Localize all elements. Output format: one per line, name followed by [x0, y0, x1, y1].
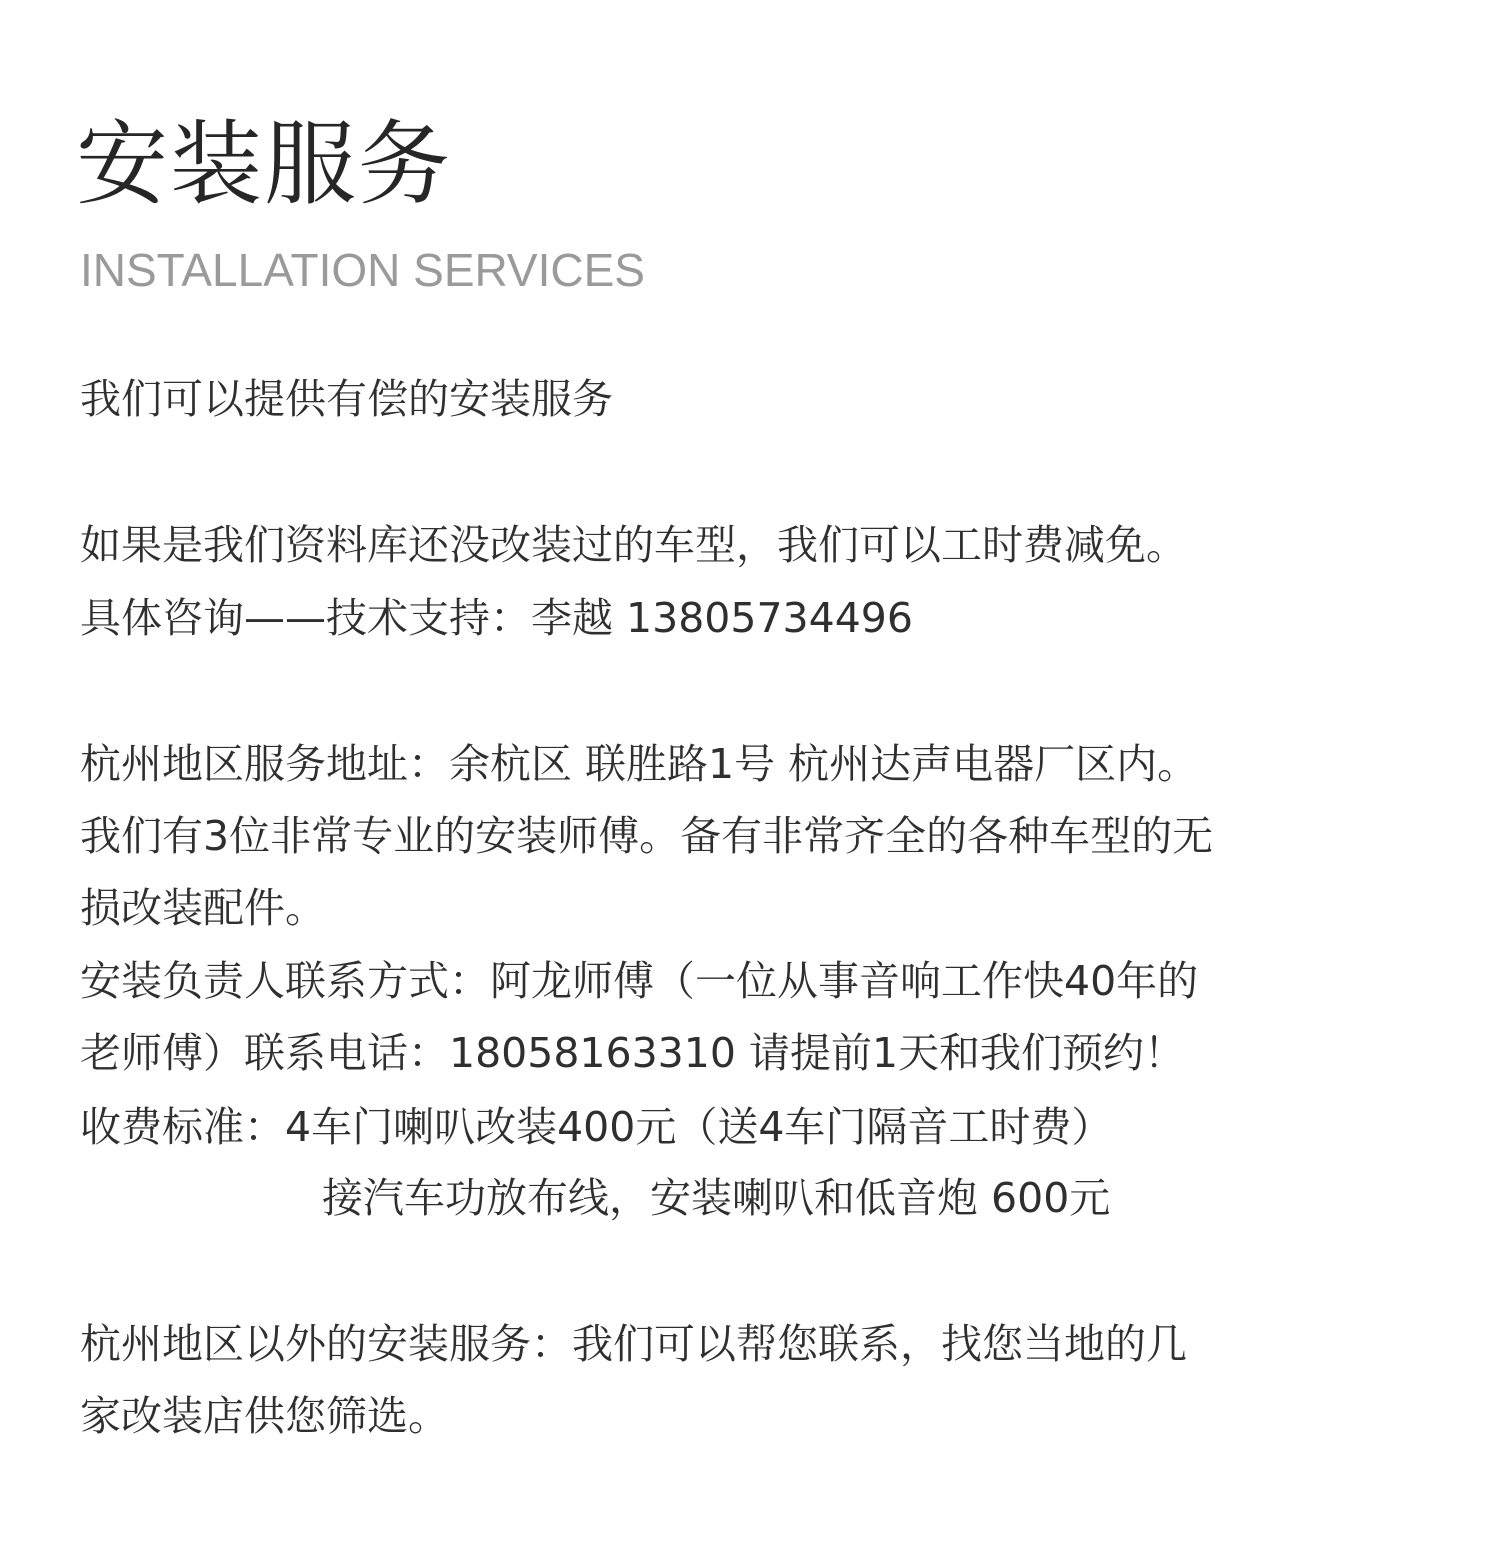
installation-contact-line-2: 老师傅）联系电话：18058163310 请提前1天和我们预约！ [80, 1029, 1186, 1077]
outside-hangzhou-line-1: 杭州地区以外的安装服务：我们可以帮您联系，找您当地的几 [80, 1320, 1187, 1368]
fee-standard-line-2: 接汽车功放布线，安装喇叭和低音炮 600元 [322, 1174, 1111, 1222]
page-subtitle: INSTALLATION SERVICES [80, 244, 645, 296]
tech-support-contact: 具体咨询——技术支持：李越 13805734496 [80, 594, 913, 642]
installation-contact-line-1: 安装负责人联系方式：阿龙师傅（一位从事音响工作快40年的 [80, 957, 1199, 1005]
intro-text: 我们可以提供有偿的安装服务 [80, 375, 613, 423]
outside-hangzhou-line-2: 家改装店供您筛选。 [80, 1392, 449, 1440]
waiver-text-line-1: 如果是我们资料库还没改装过的车型，我们可以工时费减免。 [80, 521, 1187, 569]
page-title: 安装服务 [76, 111, 453, 218]
hangzhou-technicians-line-2: 损改装配件。 [80, 884, 326, 932]
hangzhou-technicians-line-1: 我们有3位非常专业的安装师傅。备有非常齐全的各种车型的无 [80, 812, 1214, 860]
hangzhou-service-address: 杭州地区服务地址：余杭区 联胜路1号 杭州达声电器厂区内。 [80, 740, 1199, 788]
fee-standard-line-1: 收费标准：4车门喇叭改装400元（送4车门隔音工时费） [80, 1103, 1113, 1151]
